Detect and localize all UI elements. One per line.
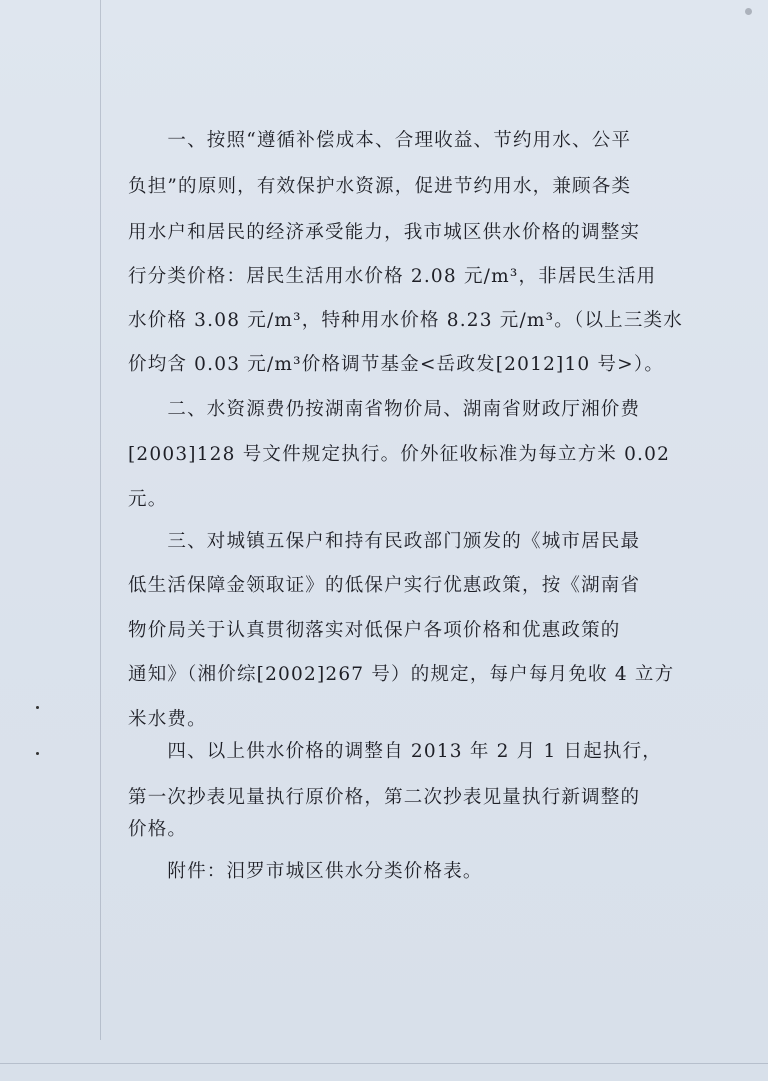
punch-mark — [36, 706, 39, 709]
text-line: 水价格 3.08 元/m³，特种用水价格 8.23 元/m³。（以上三类水 — [128, 310, 683, 331]
text-line: 元。 — [128, 489, 168, 510]
text-line: 二、水资源费仍按湖南省物价局、湖南省财政厅湘价费 — [128, 399, 641, 420]
text-line: 四、以上供水价格的调整自 2013 年 2 月 1 日起执行， — [128, 741, 663, 762]
text-line: 物价局关于认真贯彻落实对低保户各项价格和优惠政策的 — [128, 620, 621, 641]
text-line: 价格。 — [128, 819, 188, 840]
text-line: 低生活保障金领取证》的低保户实行优惠政策，按《湖南省 — [128, 575, 641, 596]
text-line: [2003]128 号文件规定执行。价外征收标准为每立方米 0.02 — [128, 444, 671, 465]
text-line: 负担”的原则，有效保护水资源，促进节约用水，兼顾各类 — [128, 176, 632, 197]
text-line: 三、对城镇五保户和持有民政部门颁发的《城市居民最 — [128, 531, 641, 552]
text-line: 通知》（湘价综[2002]267 号）的规定，每户每月免收 4 立方 — [128, 664, 675, 685]
page-bottom-line — [0, 1063, 768, 1064]
scan-spot — [745, 8, 752, 15]
text-line: 附件：汨罗市城区供水分类价格表。 — [128, 861, 483, 882]
text-line: 价均含 0.03 元/m³价格调节基金<岳政发[2012]10 号>）。 — [128, 354, 665, 375]
page-fold-line — [100, 0, 101, 1040]
text-line: 一、按照“遵循补偿成本、合理收益、节约用水、公平 — [128, 130, 632, 151]
text-line: 米水费。 — [128, 709, 207, 730]
text-line: 第一次抄表见量执行原价格，第二次抄表见量执行新调整的 — [128, 787, 641, 808]
punch-mark — [36, 752, 39, 755]
text-line: 行分类价格：居民生活用水价格 2.08 元/m³，非居民生活用 — [128, 266, 657, 287]
text-line: 用水户和居民的经济承受能力，我市城区供水价格的调整实 — [128, 222, 641, 243]
